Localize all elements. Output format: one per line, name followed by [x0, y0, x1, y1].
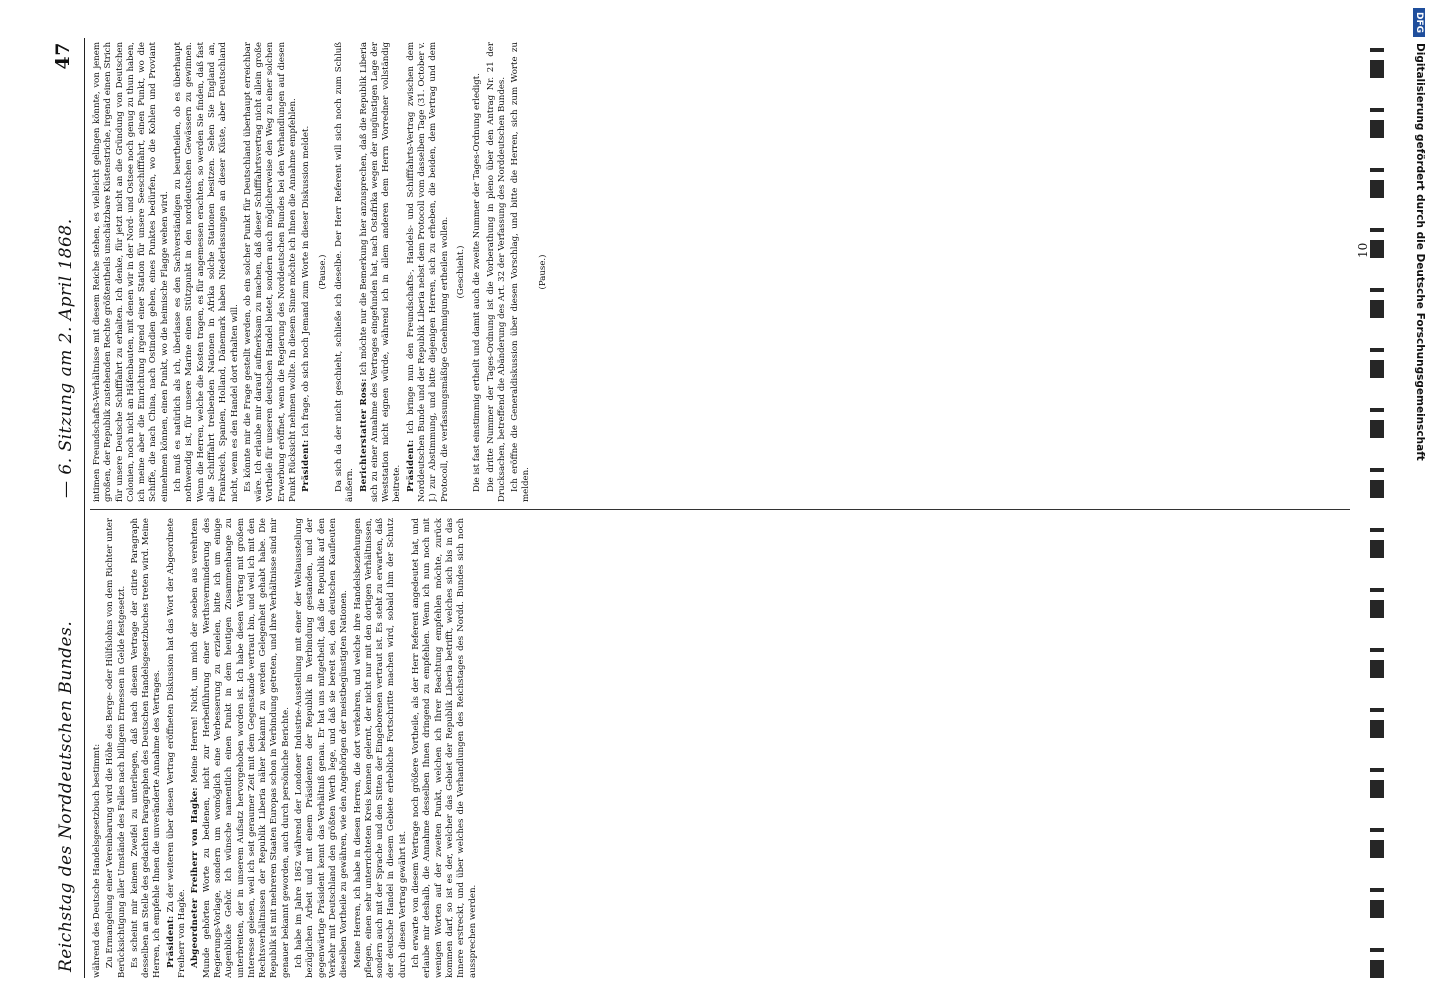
speech-text: Meine Herren! Nicht, um mich der soeben aus verehrtem Munde gehörten Worte zu bedienen, nicht zur Herbeiführung einer Werthsverminderung des Regierungs-Vorlage, sondern um womöglich eine Verbesserung zu erzielen, bitte ich um einige Augenblicke Gehör. Ich wünsche namentlich einen Punkt in dem heutigen Zusammenhange zu unterbreiten, der in unserem Aufsatz hervorgehoben worden ist. Ich habe diesen Vertrag mit großem Interesse gelesen, weil ich seit geraumer Zeit mit dem Gegenstande vertraut bin, und weil ich mit den Rechtsverhältnissen der Republik Liberia näher bekannt zu werden Gelegenheit gehabt habe. Die Republik ist mit mehreren Staaten Europas schon in Verbindung getreten, und ihre Verhältnisse sind mir genauer bekannt geworden, auch durch persönliche Berichte. — [190, 518, 291, 978]
speaker-label: Berichterstatter Ross: — [358, 378, 369, 492]
speaker-label: Präsident: — [301, 439, 312, 492]
column-divider — [90, 509, 1350, 510]
page-header — [50, 38, 85, 978]
signature-mark: 10 — [1356, 242, 1370, 258]
paragraph: Ich erwarte von diesem Vertrage noch größere Vortheile, als der Herr Referent angedeutet hat, und erlaube mir deshalb, die Annahme desselben Ihnen dringend zu empfehlen. Wenn ich nun noch mit wenigen Worten auf der zweiten Punkt, welchen ich Ihrer Beachtung empfehlen möchte, zurück kommen darf, so ist es der, welcher das Gebiet der Republik Liberia betrifft, welches sich bis in das Innere erstreckt, und über welches die Verhandlungen des Reichstages des Nordd. Bundes sich noch aussprechen werden. — [411, 518, 478, 978]
speaker-label: Abgeordneter Freiherr von Hagke: — [190, 787, 201, 968]
speech-text: Ich bringe nun den Freundschafts-, Handels- und Schifffahrts-Vertrag zwischen dem Norddeutschen Bunde und der Republik Liberia nebst dem Protocoll vom dasselben Tage (31. October v. J.) zur Abstimmung, und bitte diejenigen Herren, sich zu erheben, die beiden, dem Vertrag und dem Protocoll, die verfassungsmäßige Genehmigung ertheilen wollen. — [405, 42, 450, 502]
paragraph: Meine Herren, ich habe in diesen Herren, die dort verkehren, und welche ihre Handelsbeziehungen pflegen, einen sehr unterrichteten Kreis kennen gelernt, der nicht nur mit den dortigen Verhältnissen, sondern auch mit der Sprache und den Sitten der Eingeborenen vertraut ist. Es steht zu erwarten, daß der deutsche Handel in diesem Gebiete erhebliche Fortschritte machen wird, sobald ihm der Schutz durch diesen Vertrag gewährt ist. — [352, 518, 408, 978]
paragraph: Zu Ermangelung einer Vereinbarung wird die Höhe des Berge- oder Hülfslohns von dem Richter unter Berücksichtigung aller Umstände des Falles nach billigem Ermessen in Gelde festgesetzt. — [105, 518, 127, 978]
page-number: 47 — [52, 42, 74, 70]
speech-text: Zu der weiteren über diesen Vertrag eröffneten Diskussion hat das Wort der Abgeordnete Freiherr von Hagke. — [165, 518, 188, 978]
speech — [166, 518, 189, 978]
scanned-page — [50, 38, 1390, 978]
speaker-label: Präsident: — [165, 915, 176, 968]
dfg-attribution — [1413, 8, 1426, 461]
paragraph: Die ist fast einstimmig ertheilt und damit auch die zweite Nummer der Tages-Ordnung erledigt. — [472, 73, 483, 492]
dfg-logo-badge: DFG — [1413, 8, 1425, 37]
header-title: Reichstag des Norddeutschen Bundes. — [56, 620, 76, 972]
paragraph: Ich eröffne die Generaldiskussion über diesen Vorschlag, und bitte die Herren, sich zum Worte zu melden. — [510, 42, 532, 502]
speaker-label: Präsident: — [405, 439, 416, 492]
paragraph: während des Deutsche Handelsgesetzbuch bestimmt: — [92, 743, 102, 978]
header-session: — 6. Sitzung am 2. April 1868. — [56, 218, 76, 498]
paragraph: intimen Freundschafts-Verhältnisse mit diesem Reiche stehen, es vielleicht gelingen könnte, von jenem großen, der Republik zustehenden Rechte größtentheils unschätzbare Küstenstriche, irgend einen Strich für unsere Deutsche Schifffahrt zu erhalten. Ich denke, für jetzt nicht an die Gründung von Deutschen Colonien, noch nicht an Häfenbauten, mit denen wir in der Nord- und Ostsee noch genug zu thun haben, ich meine aber die Einrichtung irgend einer Station für unsere Seeschifffahrt, einen Punkt, wo die Schiffe, die nach China, nach Ostindien gehen, eines Punktes bedürfen, wo die Kohlen und Proviant einnehmen können, einen Punkt, wo die heimische Flagge wehen wird. — [92, 42, 170, 502]
speech — [359, 42, 404, 502]
left-column — [92, 518, 1350, 978]
stage-direction: (Geschieht.) — [455, 245, 466, 299]
speech-text: Ich frage, ob sich noch Jemand zum Worte in dieser Diskussion meldet. — [301, 125, 312, 437]
speech — [406, 42, 451, 502]
paragraph: Es könnte mir die Frage gestellt werden, ob ein solcher Punkt für Deutschland überhaupt erreichbar wäre. Ich erlaube mir darauf aufmerksam zu machen, daß dieser Schifffahrtsvertrag nicht allein große Vortheile für unseren deutschen Handel bietet, sondern auch möglicherweise den Weg zu einer solchen Erwerbung eröffnet, wenn die Regierung des Norddeutschen Bundes bei den Verhandlungen auf diesen Punkt Rücksicht nehmen wollte. In diesem Sinne möchte ich Ihnen die Annahme empfehlen. — [242, 42, 299, 502]
paragraph: Die dritte Nummer der Tages-Ordnung ist die Vorberathung in pleno über den Antrag Nr. 21 der Drucksachen, betreffend die Abänderung des Art. 32 der Verfassung des Norddeutschen Bundes. — [485, 42, 507, 502]
dfg-attribution-text: Digitalisierung gefördert durch die Deutsche Forschungsgemeinschaft — [1414, 43, 1426, 461]
stage-direction: (Pause.) — [537, 254, 548, 290]
right-column — [92, 42, 1350, 502]
paragraph: Da sich da der nicht geschieht, schließe ich dieselbe. Der Herr Referent will sich noch zum Schluß äußern. — [333, 42, 356, 502]
stage-direction: (Pause.) — [317, 254, 328, 290]
speech-text: Ich möchte nur die Bemerkung hier anzusprechen, daß die Republik Liberia sich zu einer Annahme des Vertrages eingefunden hat, nach Ostafrika wegen der ungünstigen Lage der Weststation nicht eignen würde, während ich in allem anderen dem Herrn Vorredner vollständig beitrete. — [358, 42, 403, 502]
scan-edge-noise — [1370, 38, 1384, 978]
paragraph: Ich muß es natürlich als ich, überlasse es den Sachverständigen zu beurtheilen, ob es überhaupt nothwendig ist, für unsere Marine einen Stützpunkt in den norddeutschen Gewässern zu gewinnen. Wenn die Herren, welche die Kosten tragen, es für angemessen erachten, so werden Sie finden, daß fast alle Schifffahrt treibenden Nationen in Afrika solche Stationen besitzen. Sehen Sie England an, Frankreich, Spanien, Holland, Dänemark haben Niederlassungen an dieser Küste, aber Deutschland nicht, wenn es den Handel dort erhalten will. — [173, 42, 240, 502]
paragraph: Es scheint mir keinem Zweifel zu unterliegen, daß nach diesem Vertrage der citirte Paragraph desselben an Stelle des gedachten Paragraphen des Deutschen Handelsgesetzbuches treten wird. Meine Herren, ich empfehle Ihnen die unveränderte Annahme des Vertrages. — [129, 518, 163, 978]
speech — [190, 518, 292, 978]
paragraph: Ich habe im Jahre 1862 während der Londoner Industrie-Ausstellung mit einer der Weltausstellung bezüglichen Arbeit und mit einem Präsidenten der Republik in Verbindung gestanden, und der gegenwärtige Präsident kennt das Verhältniß genau. Er hat uns mitgetheilt, daß die Republik auf den Verkehr mit Deutschland den größten Werth lege, und daß sie bereit sei, den deutschen Kaufleuten dieselben Vortheile zu gewähren, wie den Angehörigen der meistbegünstigten Nationen. — [294, 518, 350, 978]
speech — [301, 42, 312, 502]
